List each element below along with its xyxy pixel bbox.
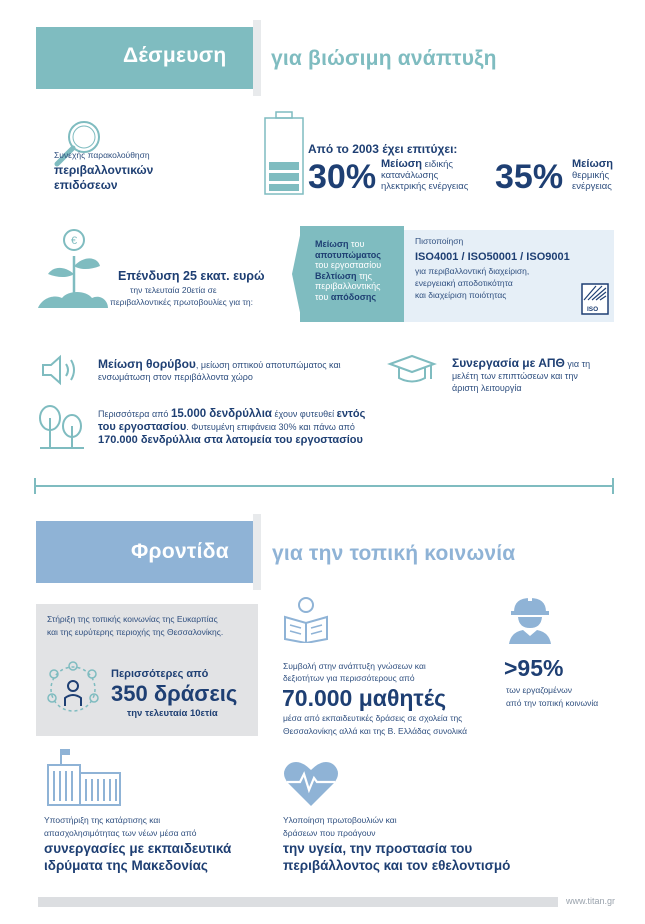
stat2-bold: Μείωση xyxy=(572,158,613,170)
trees-a3: . Φυτευμένη επιφάνεια 30% και πάνω από xyxy=(186,422,355,432)
trees-text xyxy=(98,408,365,447)
investment-heading: Επένδυση 25 εκατ. ευρώ xyxy=(118,269,265,283)
reduction-line6: του xyxy=(315,291,329,302)
noise-text xyxy=(98,358,341,383)
divider-cap-left xyxy=(34,478,36,494)
heart-pulse-icon xyxy=(282,758,340,808)
noise-line2: ενσωμάτωση στον περιβάλλοντα χώρο xyxy=(98,372,253,382)
stat1-rest1: ειδικής xyxy=(424,159,453,170)
auth-rest1: για τη xyxy=(567,359,591,369)
auth-line3: άριστη λειτουργία xyxy=(452,383,522,393)
section1-title: Δέσμευση xyxy=(123,44,227,67)
section2-band-shadow xyxy=(253,514,261,590)
stat1-bold: Μείωση xyxy=(381,158,422,170)
education-bold1: συνεργασίες με εκπαιδευτικά xyxy=(44,841,232,856)
graduation-cap-icon xyxy=(387,353,437,387)
worker-helmet-icon xyxy=(505,592,555,644)
stat1-rest2: κατανάλωσης xyxy=(381,170,439,181)
reduction-line3: του εργοστασίου xyxy=(315,260,382,270)
footer-bar xyxy=(38,897,558,907)
community-network-icon xyxy=(44,660,102,718)
investment-line1: την τελευταία 20ετία σε xyxy=(130,285,217,295)
cert-line1: για περιβαλλοντική διαχείριση, xyxy=(415,266,530,276)
section1-subtitle: για βιώσιμη ανάπτυξη xyxy=(271,47,497,70)
students-line4: μέσα από εκπαιδευτικές δράσεις σε σχολεία της xyxy=(283,713,463,723)
cert-line3: και διαχείριση ποιότητας xyxy=(415,290,507,300)
auth-bold: Συνεργασία με ΑΠΘ xyxy=(452,356,565,370)
stat2-rest2: ενέργειας xyxy=(572,181,612,192)
reduction-rest1: του xyxy=(351,239,365,249)
book-reader-icon xyxy=(281,595,331,643)
stat2-rest1: θερμικής xyxy=(572,170,610,181)
support-line1: Στήριξη της τοπικής κοινωνίας της Ευκαρπίας xyxy=(47,614,218,624)
cert-codes: ISO4001 / ISO50001 / ISO9001 xyxy=(415,251,570,263)
students-line1: Συμβολή στην ανάπτυξη γνώσεων και xyxy=(283,661,426,671)
trees-b4: 170.000 δενδρύλλια στα λατομεία του εργοστασίου xyxy=(98,434,363,446)
footer-url[interactable]: www.titan.gr xyxy=(566,896,616,906)
workers-line1: των εργαζομένων xyxy=(506,685,573,695)
stat1-text xyxy=(381,159,468,192)
school-building-icon xyxy=(42,745,124,807)
auth-line2: μελέτη των επιπτώσεων και την xyxy=(452,371,578,381)
auth-text xyxy=(452,357,590,394)
actions-line1: Περισσότερες από xyxy=(111,668,209,680)
cert-label: Πιστοποίηση xyxy=(415,236,464,246)
trees-a2: έχουν φυτευθεί xyxy=(271,409,337,419)
health-line1: Υλοποίηση πρωτοβουλιών και xyxy=(283,815,397,825)
trees-icon xyxy=(36,404,86,450)
trees-b3: του εργοστασίου xyxy=(98,421,187,433)
workers-big: >95% xyxy=(504,655,564,681)
iso-badge-text: ISO xyxy=(587,306,599,313)
actions-big: 350 δράσεις xyxy=(111,681,238,706)
stat1-value: 30% xyxy=(308,158,377,196)
reduction-bold1: Μείωση xyxy=(315,239,349,249)
education-line2: απασχολησιμότητας των νέων μέσα από xyxy=(44,828,197,838)
health-bold1: την υγεία, την προστασία του xyxy=(283,841,473,856)
education-bold2: ιδρύματα της Μακεδονίας xyxy=(44,858,208,873)
section-divider xyxy=(34,485,614,487)
monitoring-line3: επιδόσεων xyxy=(54,178,118,192)
stat2-text xyxy=(572,159,613,192)
workers-line2: από την τοπική κοινωνία xyxy=(506,698,599,708)
stat1-rest3: ηλεκτρικής ενέργειας xyxy=(381,181,469,192)
reduction-text xyxy=(315,239,381,302)
trees-a1: Περισσότερα από xyxy=(98,409,171,419)
noise-bold: Μείωση θορύβου xyxy=(98,357,196,371)
reduction-line5: περιβαλλοντικής xyxy=(315,281,381,291)
reduction-rest2: της xyxy=(359,270,372,281)
monitoring-line1: Συνεχής παρακολούθηση xyxy=(54,150,150,160)
investment-line2: περιβαλλοντικές πρωτοβουλίες για τη: xyxy=(110,297,253,307)
since-heading: Από το 2003 έχει επιτύχει: xyxy=(308,142,458,156)
health-bold2: περιβάλλοντος και τον εθελοντισμό xyxy=(283,858,511,873)
speaker-icon xyxy=(40,354,80,386)
students-line2: δεξιοτήτων για περισσότερους από xyxy=(283,673,415,683)
reduction-box-fold xyxy=(292,226,302,322)
monitoring-line2: περιβαλλοντικών xyxy=(54,163,154,177)
health-line2: δράσεων που προάγουν xyxy=(283,828,376,838)
stat2-value: 35% xyxy=(495,158,564,196)
students-big: 70.000 μαθητές xyxy=(282,685,447,711)
section2-subtitle: για την τοπική κοινωνία xyxy=(272,542,516,565)
svg-text:€: € xyxy=(70,235,78,247)
noise-rest1: , μείωση οπτικού αποτυπώματος και xyxy=(195,360,341,370)
reduction-bold2: Βελτίωση xyxy=(315,270,357,281)
education-line1: Υποστήριξη της κατάρτισης και xyxy=(44,815,161,825)
actions-line3: την τελευταία 10ετία xyxy=(127,708,218,719)
reduction-bold6: απόδοσης xyxy=(330,291,377,302)
reduction-line2: αποτυπώματος xyxy=(315,249,381,260)
trees-b1: 15.000 δενδρύλλια xyxy=(170,408,272,420)
section1-band-shadow xyxy=(253,20,261,96)
divider-cap-right xyxy=(612,478,614,494)
cert-line2: ενεργειακή αποδοτικότητα xyxy=(415,278,513,288)
magnifier-icon xyxy=(52,117,104,169)
trees-b2: εντός xyxy=(336,408,366,420)
plant-coin-icon xyxy=(34,226,112,318)
battery-icon xyxy=(263,110,305,196)
students-line5: Θεσσαλονίκης αλλά και της Β. Ελλάδας συνολικά xyxy=(283,726,468,736)
support-line2: και της ευρύτερης περιοχής της Θεσσαλονίκης. xyxy=(47,627,224,637)
section2-title: Φροντίδα xyxy=(131,540,229,563)
